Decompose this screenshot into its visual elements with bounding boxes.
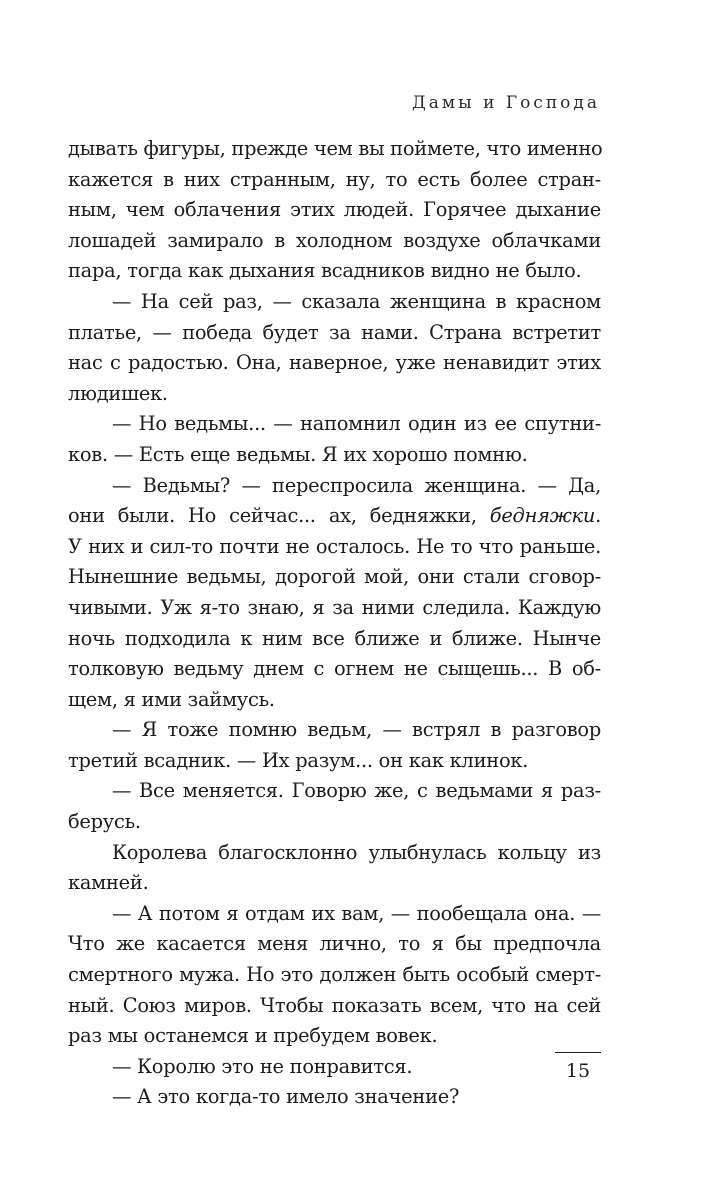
text-line: толковую ведьму днем с огнем не сыщешь... В об- <box>68 657 601 681</box>
text-line: камней. <box>68 871 149 895</box>
text-line: У них и сил-то почти не осталось. Не то что раньше. <box>68 534 601 558</box>
text-line: платье, — победа будет за нами. Страна встретит <box>68 320 601 344</box>
text-line: чивыми. Уж я-то знаю, я за ними следила. Каждую <box>68 595 601 619</box>
text-line: — Все меняется. Говорю же, с ведьмами я раз- <box>112 779 601 803</box>
text-line: третий всадник. — Их разум... он как клинок. <box>68 748 529 772</box>
text-run: они были. Но сейчас... ах, бедняжки, <box>68 504 490 528</box>
text-line: — Ведьмы? — переспросила женщина. — Да, <box>112 473 601 497</box>
footer-rule <box>555 1052 601 1053</box>
text-line: щем, я ими займусь. <box>68 687 275 711</box>
text-line: — Но ведьмы... — напомнил один из ее спутни- <box>112 412 601 436</box>
text-line: пара, тогда как дыхания всадников видно не было. <box>68 259 582 283</box>
text-line: нас с радостью. Она, наверное, уже ненавидит этих <box>68 351 601 375</box>
text-line: дывать фигуры, прежде чем вы поймете, что именно <box>68 137 603 160</box>
text-line: — Я тоже помню ведьм, — встрял в разговор <box>112 718 601 742</box>
text-run: . <box>595 504 601 528</box>
text-line: кажется в них странным, ну, то есть более стран- <box>68 167 601 191</box>
text-line: ным, чем облачения этих людей. Горячее дыхание <box>68 198 601 222</box>
text-line: — А потом я отдам их вам, — пообещала она. — <box>112 901 601 925</box>
text-line: берусь. <box>68 810 141 834</box>
emphasized-word: бедняжки <box>489 504 596 528</box>
text-line: ков. — Есть еще ведьмы. Я их хорошо помню. <box>68 442 528 466</box>
text-line <box>68 501 601 532</box>
text-line: — На сей раз, — сказала женщина в красном <box>112 289 601 313</box>
page-number: 15 <box>565 1060 591 1082</box>
running-head: Дамы и Господа <box>411 93 600 113</box>
text-line: смертного мужа. Но это должен быть особый смерт- <box>68 963 601 987</box>
text-line: раз мы останемся и пребудем вовек. <box>68 1024 438 1048</box>
text-line: Королева благосклонно улыбнулась кольцу из <box>112 840 601 864</box>
text-line: — А это когда-то имело значение? <box>112 1085 460 1109</box>
text-line: людишек. <box>68 381 168 405</box>
text-line: — Королю это не понравится. <box>112 1054 413 1078</box>
body-text <box>68 134 601 1113</box>
text-line: Нынешние ведьмы, дорогой мой, они стали сговор- <box>68 565 601 589</box>
text-line: ный. Союз миров. Чтобы показать всем, что на сей <box>68 993 601 1017</box>
text-line: ночь подходила к ним все ближе и ближе. Нынче <box>68 626 601 650</box>
text-line: лошадей замирало в холодном воздухе облачками <box>68 228 601 252</box>
text-line: Что же касается меня лично, то я бы предпочла <box>68 932 601 956</box>
